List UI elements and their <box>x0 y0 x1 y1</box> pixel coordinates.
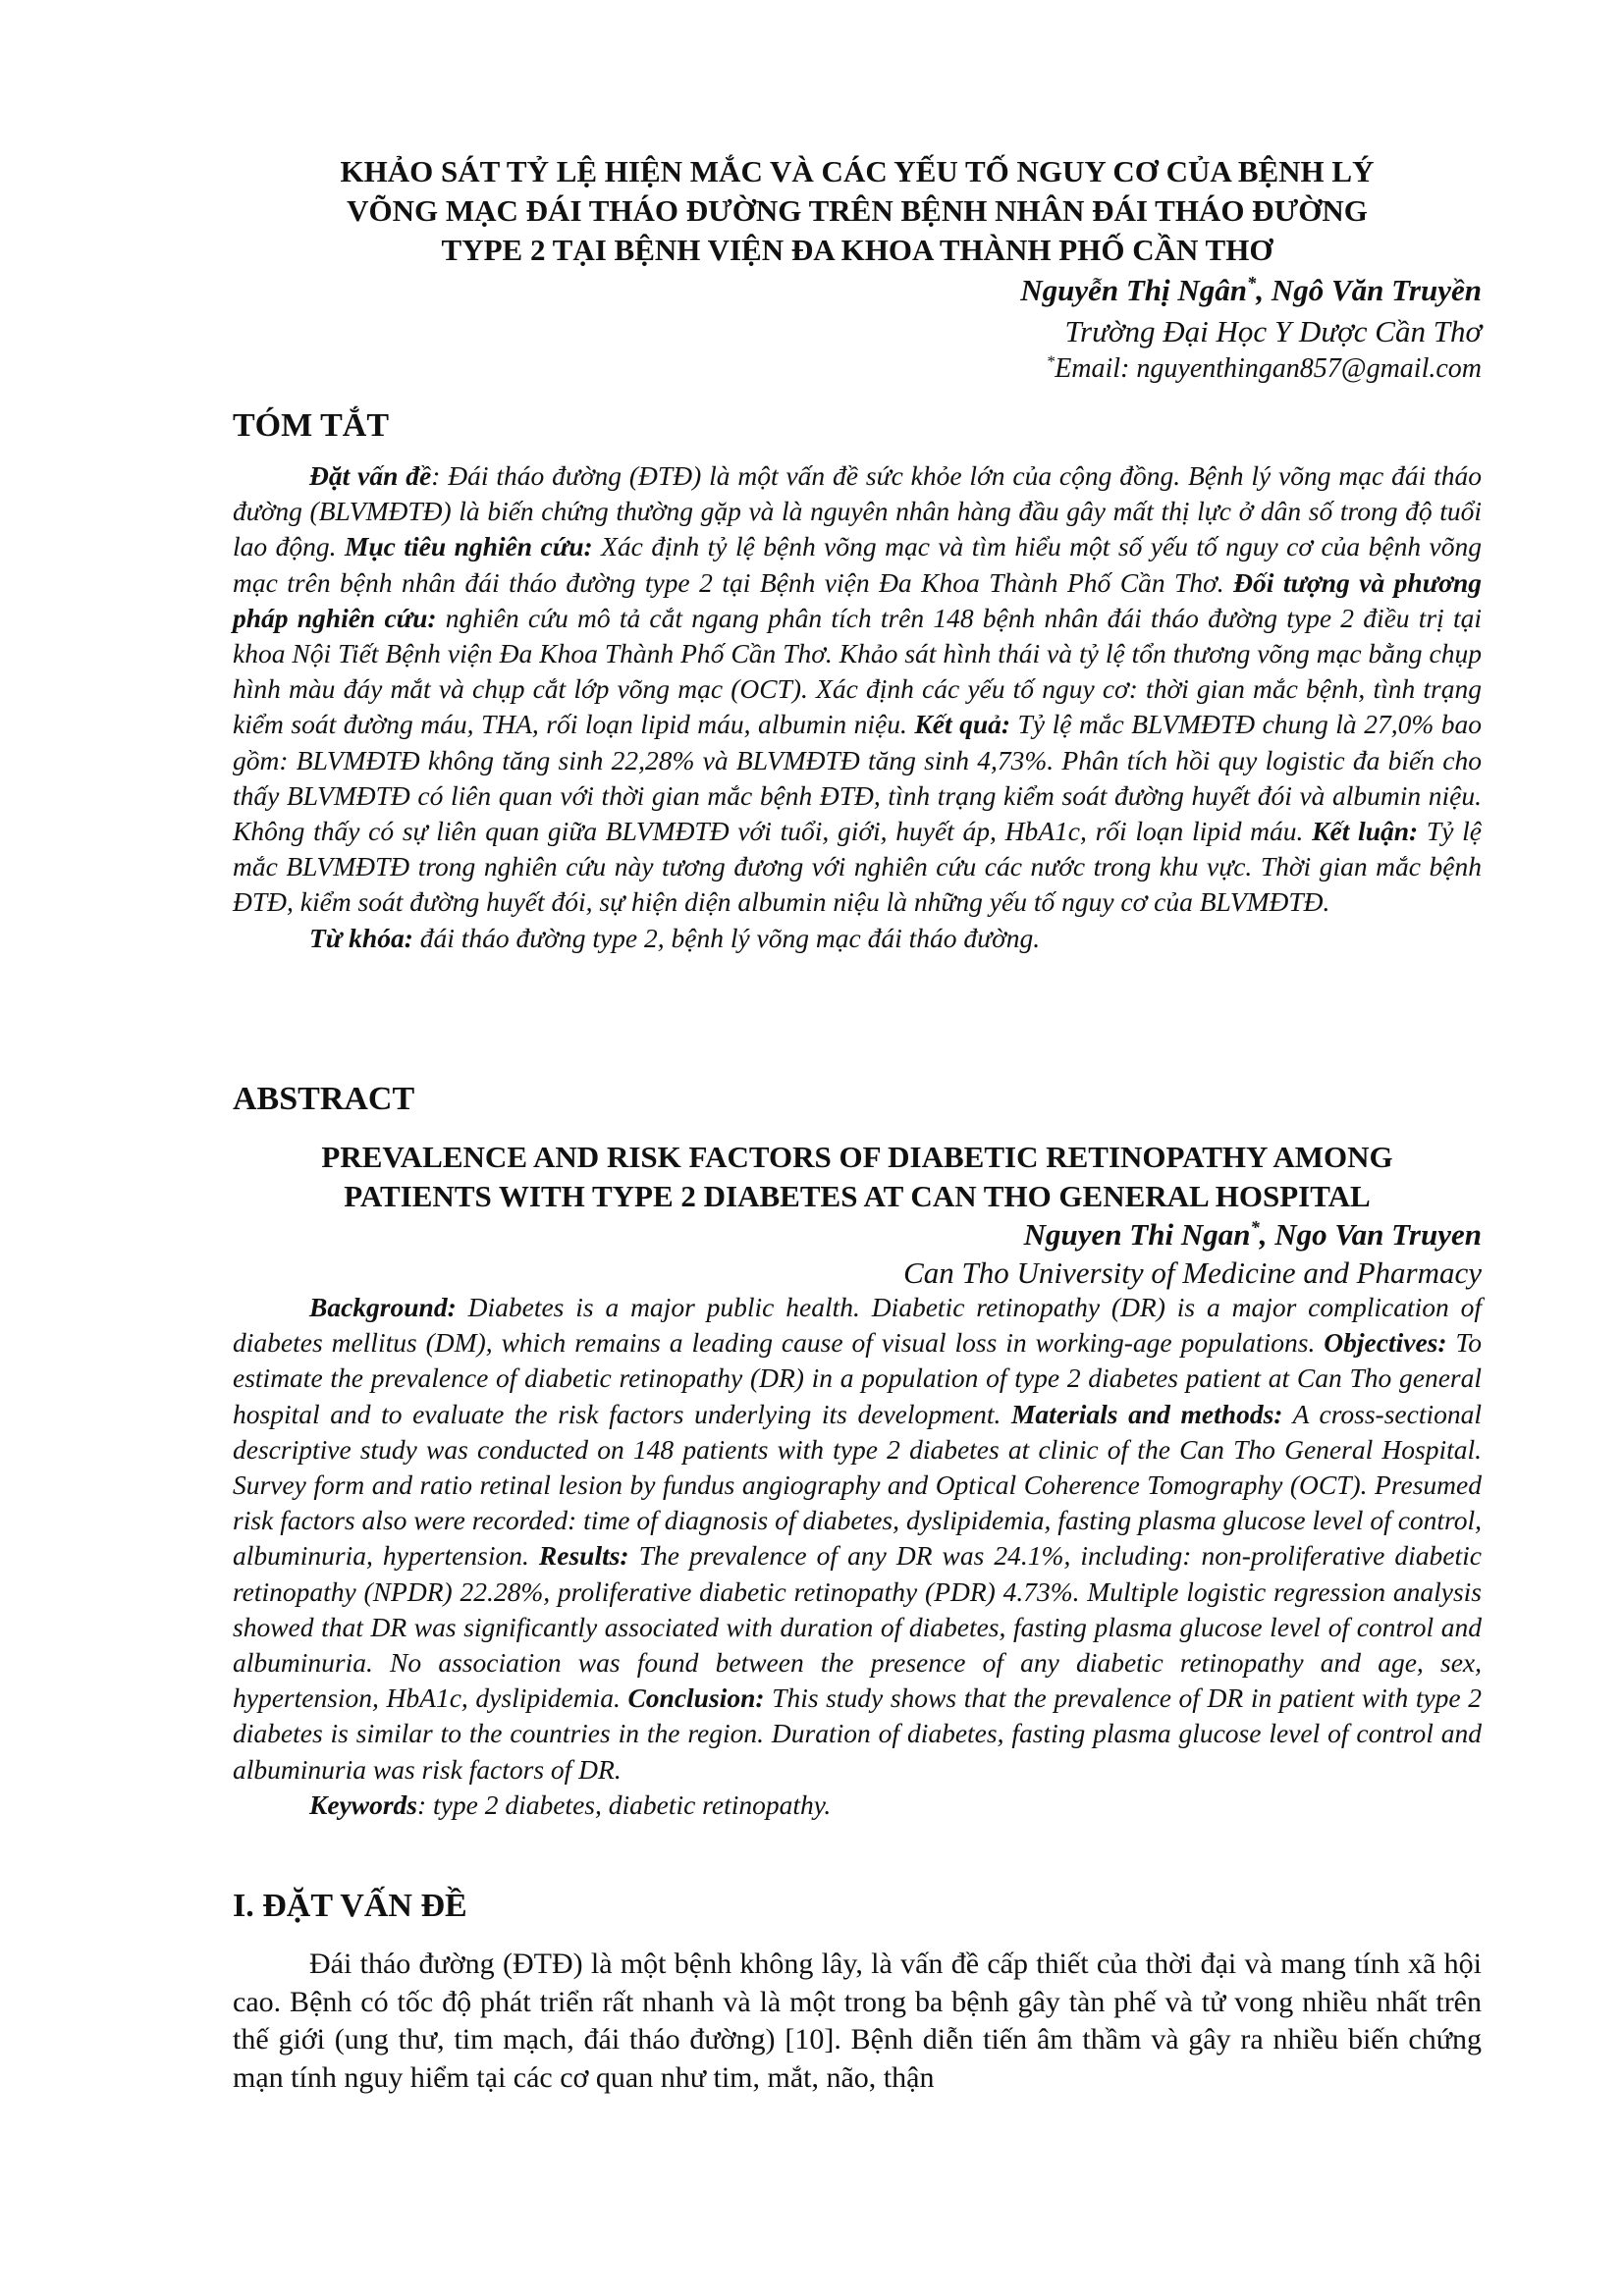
en-abstract-paragraph <box>233 1290 1482 1788</box>
vn-keywords-label: Từ khóa: <box>309 922 413 953</box>
section-1-paragraph: Đái tháo đường (ĐTĐ) là một bệnh không lây, là vấn đề cấp thiết của thời đại và mang tính xã hội cao. Bệnh có tốc độ phát triển rất nhanh và là một trong ba bệnh gây tàn phế và tử vong nhiều nhất trên thế giới (ung thư, tim mạch, đái tháo đường) [10]. Bệnh diễn tiến âm thầm và gây ra nhiều biến chứng mạn tính nguy hiểm tại các cơ quan như tim, mắt, não, thận <box>233 1948 1482 2094</box>
en-abstract-text-5: This study shows that the prevalence of DR in patient with type 2 diabetes is similar to the countries in the region. Duration of diabetes, fasting plasma glucose level of control and albuminuria was risk factors of DR. <box>233 1682 1483 1785</box>
vn-title <box>233 152 1482 270</box>
vn-summary-label-1: Đặt vấn đề <box>309 460 432 491</box>
vn-title-line-3: TYPE 2 TẠI BỆNH VIỆN ĐA KHOA THÀNH PHỐ CẦN THƠ <box>441 233 1273 267</box>
en-title <box>233 1138 1482 1216</box>
en-affiliation: Can Tho University of Medicine and Pharmacy <box>903 1255 1482 1290</box>
vn-affiliation: Trường Đại Học Y Dược Cần Thơ <box>1064 314 1482 348</box>
en-abstract-label-5: Conclusion: <box>627 1682 765 1714</box>
en-abstract <box>233 1290 1482 1823</box>
vn-email-mark: * <box>1046 351 1056 371</box>
summary-heading: TÓM TẮT <box>233 407 390 444</box>
vn-summary-label-3: Đối tượng và phương pháp nghiên cứu: <box>233 566 1482 633</box>
vn-summary-label-2: Mục tiêu nghiên cứu: <box>344 531 593 562</box>
vn-summary-label-4: Kết quả: <box>914 709 1011 740</box>
vn-summary-paragraph <box>233 458 1482 921</box>
en-author-mark: * <box>1250 1217 1260 1239</box>
vn-summary-text-4: Tỷ lệ mắc BLVMĐTĐ chung là 27,0% bao gồm: BLVMĐTĐ không tăng sinh 22,28% và BLVMĐTĐ tăng sinh 4,73%. Phân tích hồi quy logistic đa biến cho thấy BLVMĐTĐ có liên quan với thời gian mắc bệnh ĐTĐ, tình trạng kiểm soát đường huyết đói và albumin niệu. Không thấy có sự liên quan giữa BLVMĐTĐ với tuổi, giới, huyết áp, HbA1c, rối loạn lipid máu. <box>233 709 1482 847</box>
section-1-body <box>233 1946 1482 2097</box>
en-author-2: , Ngo Van Truyen <box>1259 1217 1482 1252</box>
en-authors <box>233 1217 1482 1253</box>
en-title-line-1: PREVALENCE AND RISK FACTORS OF DIABETIC RETINOPATHY AMONG <box>321 1140 1393 1174</box>
en-abstract-label-2: Objectives: <box>1324 1327 1447 1359</box>
vn-summary-text-1: : Đái tháo đường (ĐTĐ) là một vấn đề sức khỏe lớn của cộng đồng. Bệnh lý võng mạc đái tháo đường (BLVMĐTĐ) là biến chứng thường gặp và là nguyên nhân hàng đầu gây mất thị lực ở dân số trong độ tuổi lao động. <box>233 460 1482 562</box>
en-abstract-text-1: Diabetes is a major public health. Diabetic retinopathy (DR) is a major complication of diabetes mellitus (DM), which remains a leading cause of visual loss in working-age populations. <box>233 1292 1482 1359</box>
vn-summary-text-2: Xác định tỷ lệ bệnh võng mạc và tìm hiểu một số yếu tố nguy cơ của bệnh võng mạc trên bệnh nhân đái tháo đường type 2 tại Bệnh viện Đa Khoa Thành Phố Cần Thơ. <box>233 531 1483 598</box>
en-title-line-2: PATIENTS WITH TYPE 2 DIABETES AT CAN THO GENERAL HOSPITAL <box>344 1179 1371 1213</box>
en-abstract-label-4: Results: <box>538 1540 629 1572</box>
vn-title-line-2: VÕNG MẠC ĐÁI THÁO ĐƯỜNG TRÊN BỆNH NHÂN ĐÁI THÁO ĐƯỜNG <box>347 193 1368 228</box>
en-keywords-text: : type 2 diabetes, diabetic retinopathy. <box>417 1789 832 1820</box>
vn-summary-text-3: nghiên cứu mô tả cắt ngang phân tích trên 148 bệnh nhân đái tháo đường type 2 điều trị tại khoa Nội Tiết Bệnh viện Đa Khoa Thành Phố Cần Thơ. Khảo sát hình thái và tỷ lệ tổn thương võng mạc bằng chụp hình màu đáy mắt và chụp cắt lớp võng mạc (OCT). Xác định các yếu tố nguy cơ: thời gian mắc bệnh, tình trạng kiểm soát đường máu, THA, rối loạn lipid máu, albumin niệu. <box>233 602 1482 740</box>
en-abstract-text-2: To estimate the prevalence of diabetic retinopathy (DR) in a population of type 2 diabetes patient at Can Tho general hospital and to evaluate the risk factors underlying its development. <box>233 1327 1482 1429</box>
en-abstract-text-4: The prevalence of any DR was 24.1%, including: non-proliferative diabetic retinopathy (NPDR) 22.28%, proliferative diabetic retinopathy (PDR) 4.73%. Multiple logistic regression analysis showed that DR was significantly associated with duration of diabetes, fasting plasma glucose level of control and albuminuria. No association was found between the presence of any diabetic retinopathy and age, sex, hypertension, HbA1c, dyslipidemia. <box>233 1540 1482 1714</box>
en-keywords-label: Keywords <box>309 1789 417 1820</box>
abstract-heading: ABSTRACT <box>233 1081 415 1117</box>
vn-summary-label-5: Kết luận: <box>1312 816 1419 847</box>
vn-author-2: , Ngô Văn Truyền <box>1256 273 1482 307</box>
vn-email-text: Email: nguyenthingan857@gmail.com <box>1055 353 1482 384</box>
vn-keywords <box>233 921 1482 956</box>
vn-author-1: Nguyễn Thị Ngân <box>1020 273 1248 307</box>
en-keywords <box>233 1788 1482 1823</box>
en-abstract-label-3: Materials and methods: <box>1010 1398 1283 1429</box>
vn-summary-text-5: Tỷ lệ mắc BLVMĐTĐ trong nghiên cứu này tương đương với nghiên cứu các nước trong khu vực. Thời gian mắc bệnh ĐTĐ, kiểm soát đường huyết đói, sự hiện diện albumin niệu là những yếu tố nguy cơ của BLVMĐTĐ. <box>233 816 1483 918</box>
vn-email <box>233 351 1482 387</box>
en-abstract-text-3: A cross-sectional descriptive study was conducted on 148 patients with type 2 diabetes at clinic of the Can Tho General Hospital. Survey form and ratio retinal lesion by fundus angiography and Optical Coherence Tomography (OCT). Presumed risk factors also were recorded: time of diagnosis of diabetes, dyslipidemia, fasting plasma glucose level of control, albuminuria, hypertension. <box>233 1398 1482 1572</box>
en-author-1: Nguyen Thi Ngan <box>1023 1217 1251 1252</box>
vn-authors <box>233 273 1482 308</box>
section-1-heading: I. ĐẶT VẤN ĐỀ <box>233 1888 467 1924</box>
vn-title-line-1: KHẢO SÁT TỶ LỆ HIỆN MẮC VÀ CÁC YẾU TỐ NGUY CƠ CỦA BỆNH LÝ <box>340 154 1375 188</box>
vn-author-mark: * <box>1247 273 1257 294</box>
en-abstract-label-1: Background: <box>309 1292 457 1322</box>
vn-summary <box>233 458 1482 956</box>
vn-keywords-text: đái tháo đường type 2, bệnh lý võng mạc đái tháo đường. <box>412 922 1041 953</box>
